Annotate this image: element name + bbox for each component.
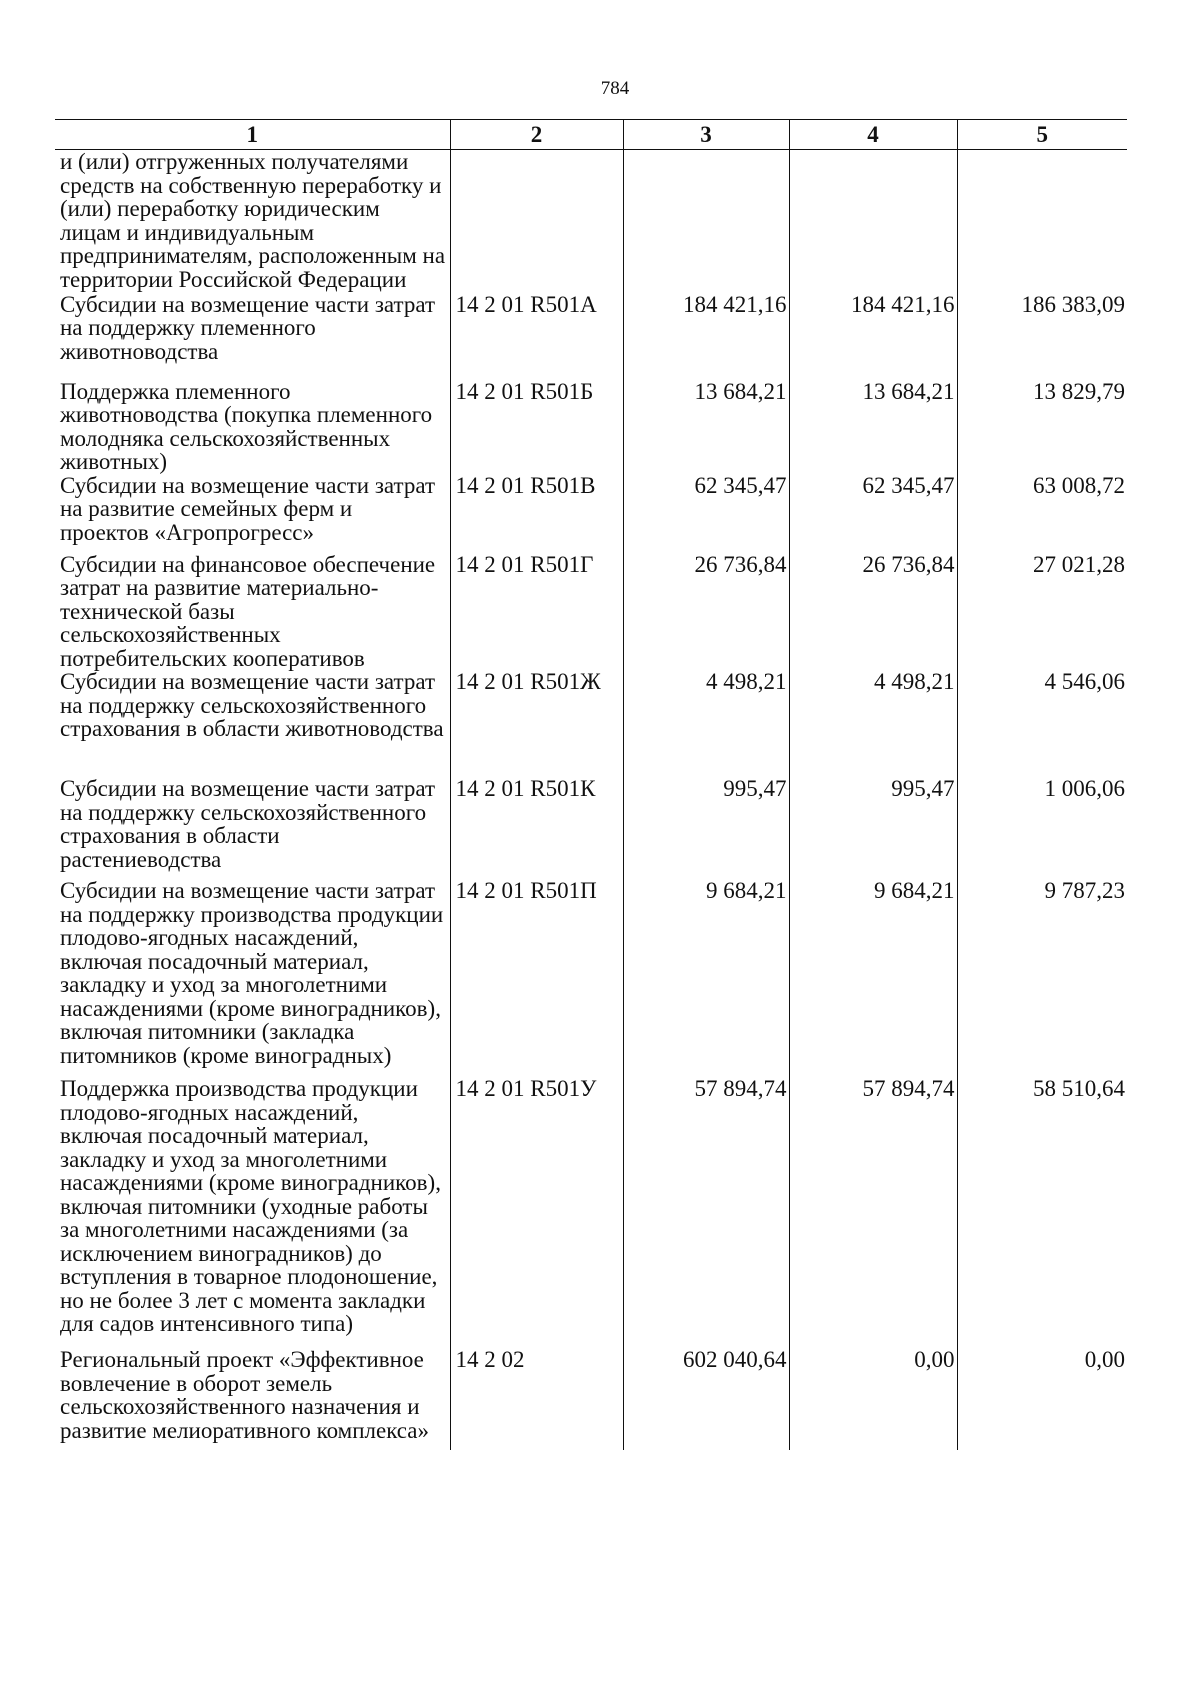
row-name: Поддержка племенного животноводства (покупка племенного молодняка сельскохозяйственных животных) [60,378,433,474]
row-value-5: 186 383,09 [957,293,1127,380]
table-header [55,120,1127,150]
column-header-4: 4 [789,120,957,150]
row-value-3: 184 421,16 [623,293,789,380]
row-value-3: 57 894,74 [623,1077,789,1348]
table-row [55,879,1127,1077]
row-code: 14 2 01 R501В [450,474,623,553]
row-value-4: 995,47 [789,777,957,879]
row-value-3: 13 684,21 [623,380,789,474]
column-header-3: 3 [623,120,789,150]
row-value-5: 0,00 [957,1348,1127,1450]
table-row [55,777,1127,879]
row-value-4: 9 684,21 [789,879,957,1077]
row-value-5: 4 546,06 [957,670,1127,777]
row-code [450,150,623,293]
table-body [55,150,1127,1451]
row-code: 14 2 01 R501Г [450,553,623,671]
table-row [55,474,1127,553]
row-value-5: 58 510,64 [957,1077,1127,1348]
row-name: Региональный проект «Эффективное вовлечение в оборот земель сельскохозяйственного назначения и развитие мелиоративного комплекса» [60,1347,429,1443]
budget-table [55,119,1127,1450]
table-row [55,1348,1127,1450]
row-name: Субсидии на возмещение части затрат на поддержку сельскохозяйственного страхования в области растениеводства [60,776,436,872]
row-value-3: 26 736,84 [623,553,789,671]
row-name: Субсидии на возмещение части затрат на развитие семейных ферм и проектов «Агропрогресс» [60,472,436,545]
row-value-4: 13 684,21 [789,380,957,474]
row-name: и (или) отгруженных получателями средств на собственную переработку и (или) переработку юридическим лицам и индивидуальным предпринимателям, расположенным на территории Российской Федерации [60,149,446,292]
row-value-3: 4 498,21 [623,670,789,777]
row-code: 14 2 02 [450,1348,623,1450]
column-header-2: 2 [450,120,623,150]
row-value-3: 602 040,64 [623,1348,789,1450]
row-value-4: 62 345,47 [789,474,957,553]
row-value-4: 0,00 [789,1348,957,1450]
row-value-3: 995,47 [623,777,789,879]
row-name: Субсидии на финансовое обеспечение затрат на развитие материально-технической базы сельскохозяйственных потребительских кооперативов [60,551,436,671]
row-value-4 [789,150,957,293]
row-value-5: 63 008,72 [957,474,1127,553]
row-value-5: 1 006,06 [957,777,1127,879]
row-name: Субсидии на возмещение части затрат на поддержку племенного животноводства [60,291,436,364]
row-value-5: 13 829,79 [957,380,1127,474]
row-code: 14 2 01 R501Ж [450,670,623,777]
row-name: Поддержка производства продукции плодово-ягодных насаждений, включая посадочный материал, закладку и уход за многолетними насаждениями (кроме виноградников), включая питомники (уходные работы за многолетними насаждениями (за исключением виноградников) до вступления в товарное плодоношение, но не более 3 лет с момента закладки для садов интенсивного типа) [60,1076,441,1336]
row-code: 14 2 01 R501Б [450,380,623,474]
table-row [55,380,1127,474]
row-code: 14 2 01 R501А [450,293,623,380]
row-value-3: 62 345,47 [623,474,789,553]
header-row [55,120,1127,150]
row-value-4: 26 736,84 [789,553,957,671]
row-value-3 [623,150,789,293]
row-name: Субсидии на возмещение части затрат на поддержку производства продукции плодово-ягодных насаждений, включая посадочный материал, закладку и уход за многолетними насаждениями (кроме виноградников), включая питомники (закладка питомников (кроме виноградных) [60,878,444,1068]
row-code: 14 2 01 R501П [450,879,623,1077]
row-value-5 [957,150,1127,293]
row-value-3: 9 684,21 [623,879,789,1077]
row-code: 14 2 01 R501К [450,777,623,879]
table-row [55,1077,1127,1348]
table-row [55,150,1127,293]
table-row [55,553,1127,671]
row-value-5: 9 787,23 [957,879,1127,1077]
row-value-4: 4 498,21 [789,670,957,777]
row-value-5: 27 021,28 [957,553,1127,671]
row-name: Субсидии на возмещение части затрат на поддержку сельскохозяйственного страхования в области животноводства [60,669,444,741]
table-row [55,293,1127,380]
table-row [55,670,1127,777]
page-number: 784 [600,78,630,99]
column-header-1: 1 [55,120,450,150]
row-code: 14 2 01 R501У [450,1077,623,1348]
column-header-5: 5 [957,120,1127,150]
row-value-4: 184 421,16 [789,293,957,380]
row-value-4: 57 894,74 [789,1077,957,1348]
